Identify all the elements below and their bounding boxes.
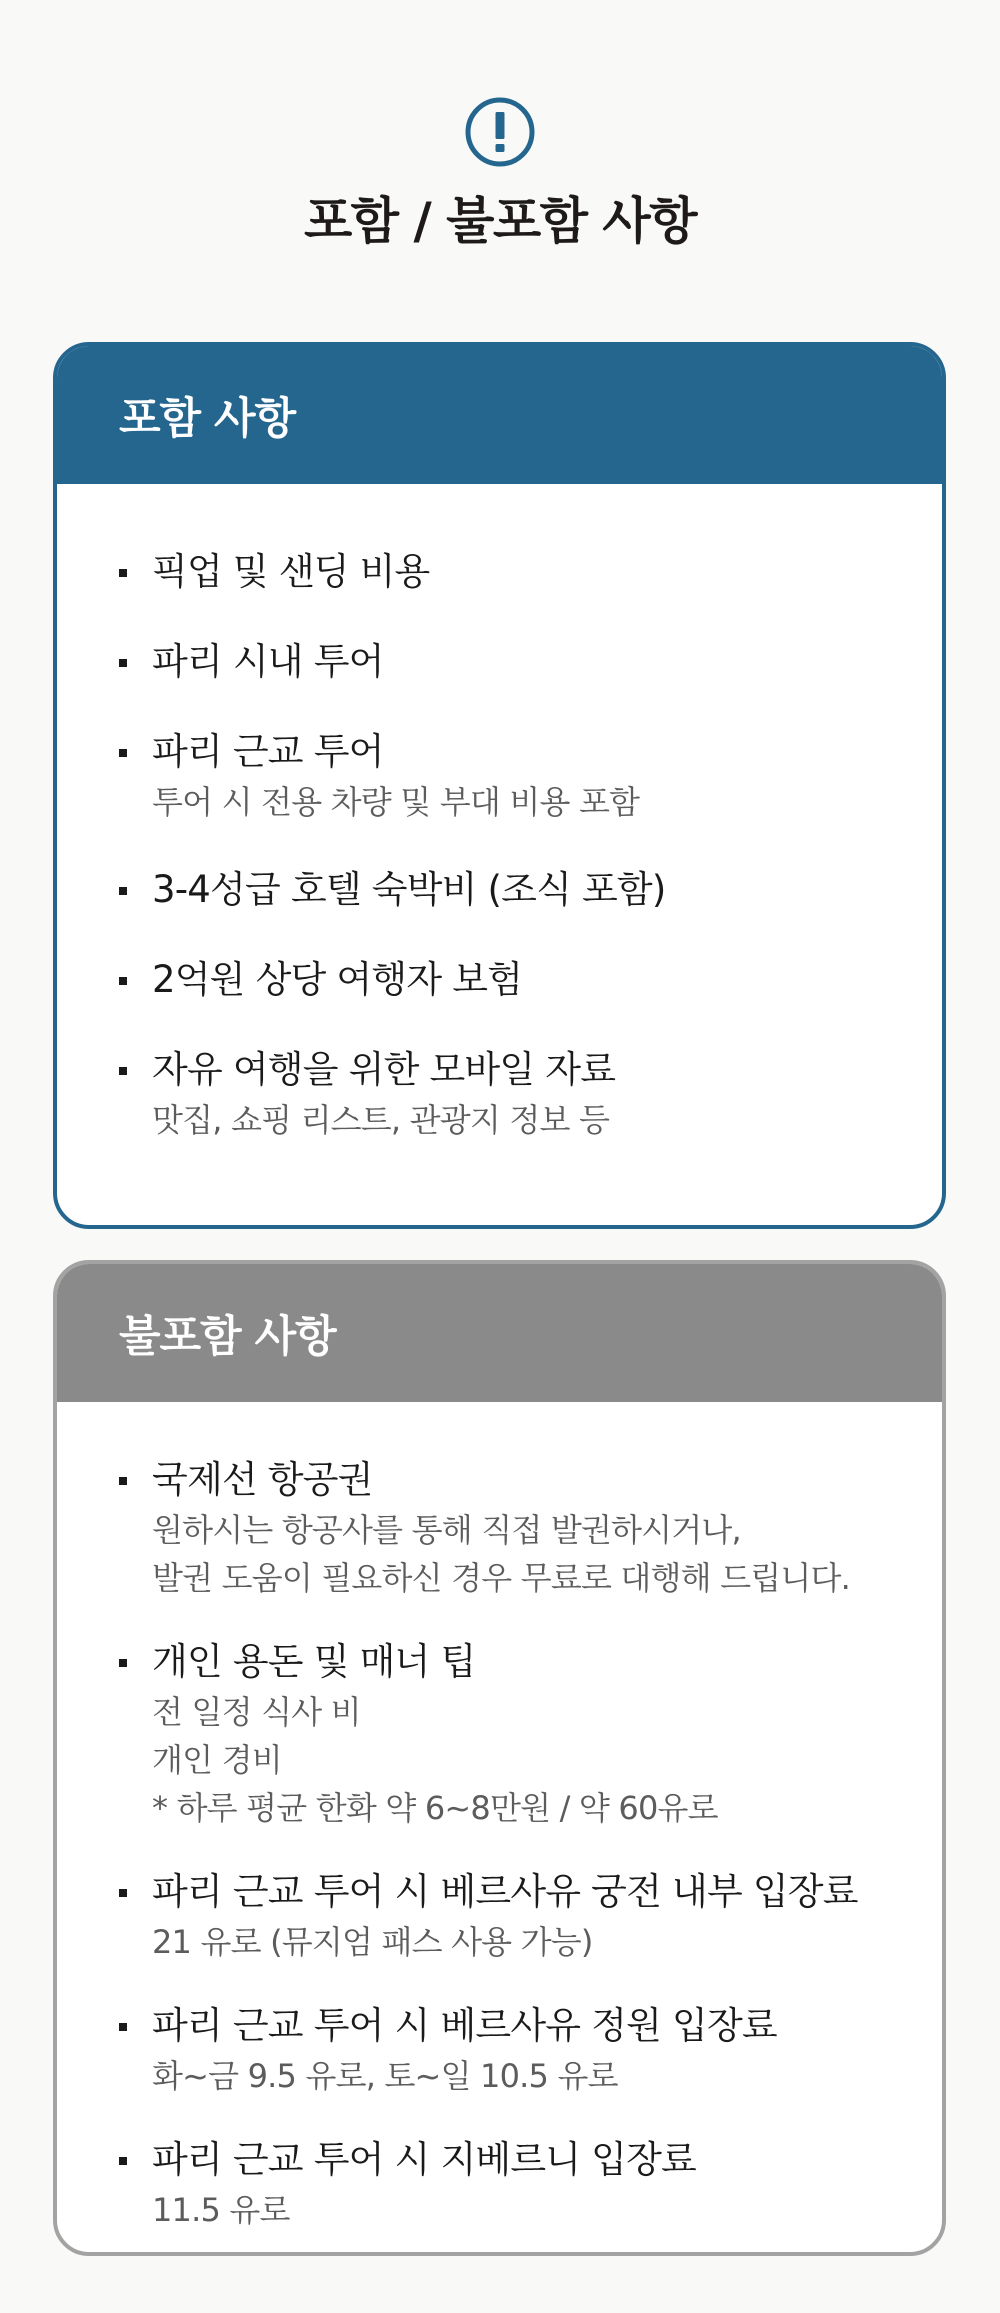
item-detail: 맛집, 쇼핑 리스트, 관광지 정보 등 (152, 1101, 610, 1139)
included-item (119, 954, 902, 1006)
page-header (0, 96, 1000, 249)
item-detail: 21 유로 (뮤지엄 패스 사용 가능) (152, 1923, 593, 1961)
included-list (57, 484, 942, 1144)
alert-circle-icon (464, 96, 536, 168)
item-title: 파리 근교 투어 시 베르사유 정원 입장료 (152, 2004, 777, 2047)
excluded-card (53, 1260, 946, 2256)
item-detail: 전 일정 식사 비 (152, 1693, 361, 1731)
item-title: 파리 근교 투어 시 지베르니 입장료 (152, 2138, 696, 2181)
included-item (119, 636, 902, 688)
item-title: 파리 근교 투어 (152, 730, 384, 773)
item-detail: 투어 시 전용 차량 및 부대 비용 포함 (152, 783, 640, 821)
item-detail: 11.5 유로 (152, 2191, 290, 2229)
included-heading: 포함 사항 (57, 346, 942, 484)
item-detail: 화~금 9.5 유로, 토~일 10.5 유로 (152, 2057, 618, 2095)
item-title: 국제선 항공권 (152, 1458, 373, 1501)
item-title: 파리 시내 투어 (152, 640, 384, 683)
item-detail: 발권 도움이 필요하신 경우 무료로 대행해 드립니다. (152, 1559, 850, 1597)
included-item (119, 726, 902, 826)
included-item (119, 864, 902, 916)
item-title: 3-4성급 호텔 숙박비 (조식 포함) (152, 868, 666, 911)
excluded-item (119, 1454, 902, 1602)
included-item (119, 546, 902, 598)
item-title: 자유 여행을 위한 모바일 자료 (152, 1048, 616, 1091)
item-title: 픽업 및 샌딩 비용 (152, 550, 430, 593)
excluded-item (119, 2000, 902, 2100)
item-title: 개인 용돈 및 매너 팁 (152, 1640, 476, 1683)
excluded-list (57, 1402, 942, 2234)
item-title: 2억원 상당 여행자 보험 (152, 958, 523, 1001)
excluded-heading: 불포함 사항 (57, 1264, 942, 1402)
included-card (53, 342, 946, 1229)
excluded-item (119, 1636, 902, 1832)
included-item (119, 1044, 902, 1144)
item-detail: * 하루 평균 한화 약 6~8만원 / 약 60유로 (152, 1789, 718, 1827)
excluded-item (119, 1866, 902, 1966)
item-detail: 개인 경비 (152, 1741, 282, 1779)
item-title: 파리 근교 투어 시 베르사유 궁전 내부 입장료 (152, 1870, 858, 1913)
page-title: 포함 / 불포함 사항 (303, 192, 697, 250)
item-detail: 원하시는 항공사를 통해 직접 발권하시거나, (152, 1511, 741, 1549)
excluded-item (119, 2134, 902, 2234)
